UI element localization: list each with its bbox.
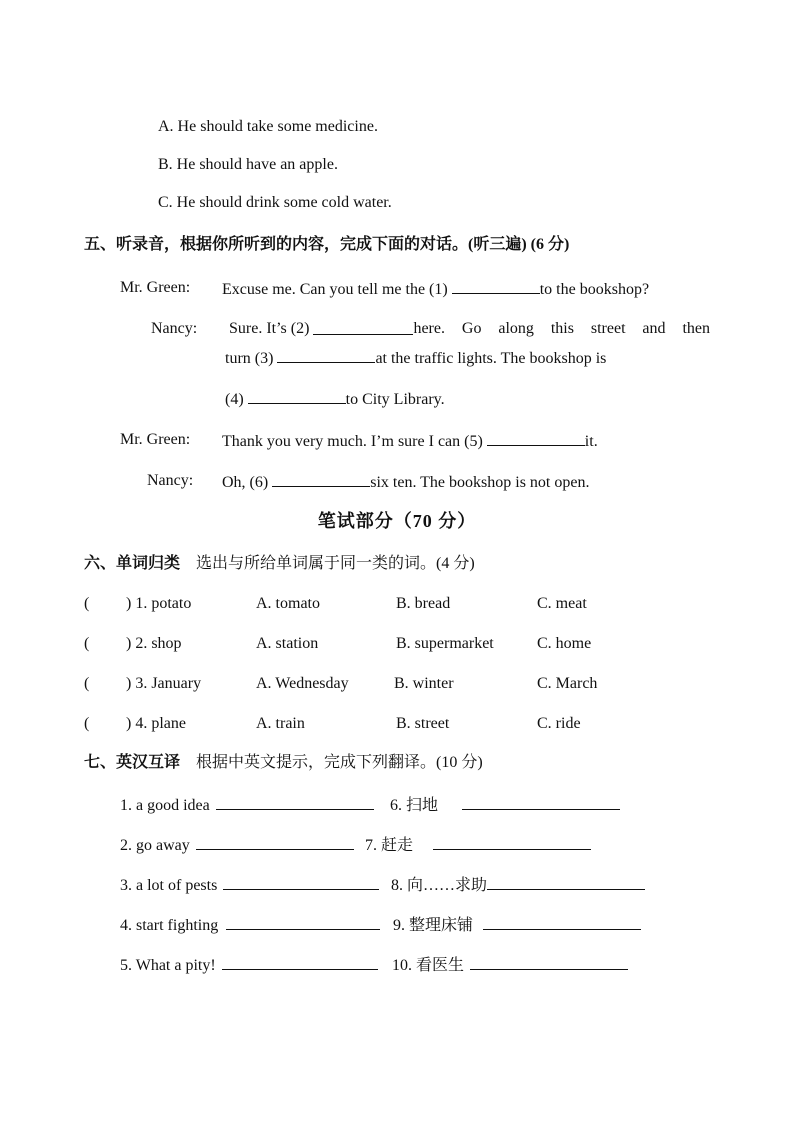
answer-paren[interactable]: ( bbox=[84, 715, 90, 732]
translate-blank[interactable] bbox=[196, 834, 354, 850]
choice-a: A. train bbox=[256, 715, 305, 732]
answer-paren[interactable]: ( bbox=[84, 595, 90, 612]
dialog-text: to City Library. bbox=[345, 391, 445, 408]
translate-row-4 bbox=[120, 914, 380, 936]
question-row-1 bbox=[84, 594, 191, 614]
translate-blank[interactable] bbox=[222, 954, 378, 970]
translate-blank[interactable] bbox=[487, 874, 645, 890]
section6-note: 选出与所给单词属于同一类的词。(4 分) bbox=[196, 555, 475, 572]
dialog-text: turn (3) bbox=[225, 350, 278, 367]
section7-title: 七、英汉互译 bbox=[84, 754, 181, 771]
dialog-line-3 bbox=[225, 347, 606, 369]
dialog-line-4 bbox=[225, 388, 445, 410]
written-part-title: 笔试部分（70 分） bbox=[317, 511, 477, 531]
dialog-text: (4) bbox=[225, 391, 248, 408]
choice-a: A. tomato bbox=[256, 595, 320, 612]
translate-row-5 bbox=[120, 954, 378, 976]
translate-right-5 bbox=[392, 954, 628, 976]
translate-right: 9. 整理床铺 bbox=[393, 917, 474, 934]
question-word: ) 1. potato bbox=[126, 595, 192, 612]
section6-title: 六、单词归类 bbox=[84, 555, 181, 572]
choice-a: A. station bbox=[256, 635, 319, 652]
dialog-text: at the traffic lights. The bookshop is bbox=[375, 350, 607, 367]
translate-left: 1. a good idea bbox=[120, 797, 210, 814]
translate-left: 2. go away bbox=[120, 837, 190, 854]
dialog-speaker: Nancy: bbox=[147, 472, 194, 489]
answer-paren[interactable]: ( bbox=[84, 635, 90, 652]
translate-right-4 bbox=[393, 914, 641, 936]
translate-right: 8. 向……求助 bbox=[391, 877, 488, 894]
answer-blank-4[interactable] bbox=[248, 388, 346, 404]
translate-right-2 bbox=[365, 834, 591, 856]
dialog-text: Oh, (6) bbox=[222, 474, 273, 491]
option-b: B. He should have an apple. bbox=[158, 156, 338, 173]
translate-blank[interactable] bbox=[223, 874, 379, 890]
section5-title: 五、听录音，根据你所听到的内容，完成下面的对话。(听三遍) (6 分) bbox=[84, 236, 570, 253]
dialog-speaker: Nancy: bbox=[151, 320, 198, 337]
translate-left: 4. start fighting bbox=[120, 917, 219, 934]
dialog-line-6 bbox=[222, 471, 589, 493]
translate-blank[interactable] bbox=[483, 914, 641, 930]
answer-blank-5[interactable] bbox=[487, 430, 585, 446]
option-c: C. He should drink some cold water. bbox=[158, 194, 392, 211]
translate-row-1 bbox=[120, 794, 374, 816]
question-word: ) 4. plane bbox=[126, 715, 186, 732]
choice-b: B. bread bbox=[396, 595, 451, 612]
translate-left: 5. What a pity! bbox=[120, 957, 216, 974]
choice-b: B. winter bbox=[394, 675, 454, 692]
translate-left: 3. a lot of pests bbox=[120, 877, 218, 894]
answer-blank-1[interactable] bbox=[452, 278, 540, 294]
dialog-text: Thank you very much. I’m sure I can (5) bbox=[222, 433, 487, 450]
translate-right-1 bbox=[390, 794, 620, 816]
choice-c: C. ride bbox=[537, 715, 581, 732]
translate-right: 6. 扫地 bbox=[390, 797, 439, 814]
question-word: ) 2. shop bbox=[126, 635, 182, 652]
translate-blank[interactable] bbox=[226, 914, 380, 930]
translate-blank[interactable] bbox=[462, 794, 620, 810]
dialog-line-2 bbox=[229, 319, 710, 339]
dialog-text: it. bbox=[584, 433, 598, 450]
translate-row-2 bbox=[120, 834, 354, 856]
dialog-text: Sure. It’s (2) bbox=[229, 320, 310, 337]
section7-header bbox=[84, 753, 483, 773]
translate-right: 7. 赶走 bbox=[365, 837, 414, 854]
question-row-2 bbox=[84, 634, 182, 654]
section7-note: 根据中英文提示，完成下列翻译。(10 分) bbox=[196, 754, 483, 771]
answer-blank-2[interactable] bbox=[313, 319, 413, 335]
translate-right: 10. 看医生 bbox=[392, 957, 465, 974]
answer-blank-3[interactable] bbox=[277, 347, 375, 363]
translate-blank[interactable] bbox=[470, 954, 628, 970]
translate-row-3 bbox=[120, 874, 379, 896]
dialog-text: here. Go along this street and then bbox=[413, 320, 710, 337]
question-word: ) 3. January bbox=[126, 675, 202, 692]
choice-b: B. supermarket bbox=[396, 635, 494, 652]
translate-right-3 bbox=[391, 874, 645, 896]
question-row-3 bbox=[84, 674, 201, 694]
answer-paren[interactable]: ( bbox=[84, 675, 90, 692]
dialog-speaker: Mr. Green: bbox=[120, 431, 191, 448]
dialog-text: six ten. The bookshop is not open. bbox=[370, 474, 590, 491]
choice-b: B. street bbox=[396, 715, 450, 732]
dialog-line-5 bbox=[222, 430, 598, 452]
section6-header bbox=[84, 554, 475, 574]
dialog-text: Excuse me. Can you tell me the (1) bbox=[222, 281, 452, 298]
choice-c: C. meat bbox=[537, 595, 587, 612]
question-row-4 bbox=[84, 714, 186, 734]
option-a: A. He should take some medicine. bbox=[158, 118, 378, 135]
translate-blank[interactable] bbox=[216, 794, 374, 810]
choice-a: A. Wednesday bbox=[256, 675, 349, 692]
answer-blank-6[interactable] bbox=[272, 471, 370, 487]
choice-c: C. March bbox=[537, 675, 598, 692]
translate-blank[interactable] bbox=[433, 834, 591, 850]
dialog-line-1 bbox=[222, 278, 649, 300]
choice-c: C. home bbox=[537, 635, 592, 652]
dialog-speaker: Mr. Green: bbox=[120, 279, 191, 296]
dialog-text: to the bookshop? bbox=[539, 281, 650, 298]
